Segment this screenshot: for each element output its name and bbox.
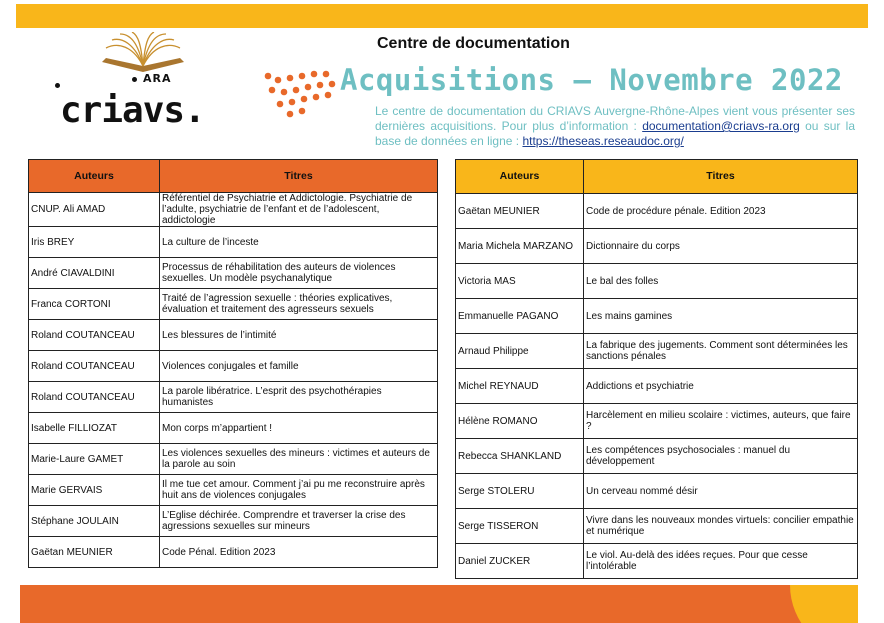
author-cell: Stéphane JOULAIN — [29, 506, 160, 537]
author-cell: Marie-Laure GAMET — [29, 444, 160, 475]
author-cell: Rebecca SHANKLAND — [456, 439, 584, 474]
author-cell: Iris BREY — [29, 227, 160, 258]
author-cell: Marie GERVAIS — [29, 475, 160, 506]
column-header-authors: Auteurs — [456, 160, 584, 194]
title-cell: Les blessures de l’intimité — [160, 320, 438, 351]
title-cell: Code Pénal. Edition 2023 — [160, 537, 438, 568]
page-title: Acquisitions – Novembre 2022 — [340, 63, 843, 97]
author-cell: Daniel ZUCKER — [456, 544, 584, 579]
author-cell: Serge STOLERU — [456, 474, 584, 509]
title-cell: La parole libératrice. L’esprit des psychothérapies humanistes — [160, 382, 438, 413]
table-row — [456, 264, 858, 299]
author-cell: Arnaud Philippe — [456, 334, 584, 369]
column-header-titles: Titres — [584, 160, 858, 194]
top-banner — [16, 4, 868, 28]
website-link[interactable]: https://theseas.reseaudoc.org/ — [522, 134, 684, 148]
author-cell: Roland COUTANCEAU — [29, 320, 160, 351]
intro-paragraph — [375, 104, 855, 149]
table-row — [456, 404, 858, 439]
table-row — [456, 439, 858, 474]
column-header-authors: Auteurs — [29, 160, 160, 193]
title-cell: L’Eglise déchirée. Comprendre et traverser la crise des agressions sexuelles sur mineurs — [160, 506, 438, 537]
author-cell: Gaëtan MEUNIER — [456, 194, 584, 229]
author-cell: Hélène ROMANO — [456, 404, 584, 439]
author-cell: Maria Michela MARZANO — [456, 229, 584, 264]
title-cell: Mon corps m’appartient ! — [160, 413, 438, 444]
title-cell: Un cerveau nommé désir — [584, 474, 858, 509]
center-title: Centre de documentation — [377, 35, 570, 52]
bottom-banner — [20, 585, 858, 623]
intro-mid-text: ou sur la base de données en ligne : — [375, 119, 855, 148]
table-row — [29, 227, 438, 258]
title-cell: Traité de l’agression sexuelle : théories explicatives, évaluation et traitement des agresseurs sexuels — [160, 289, 438, 320]
table-row — [29, 506, 438, 537]
table-row — [456, 509, 858, 544]
title-cell: Harcèlement en milieu scolaire : victimes, auteurs, que faire ? — [584, 404, 858, 439]
table-row — [456, 194, 858, 229]
email-link[interactable]: documentation@criavs-ra.org — [642, 119, 800, 133]
decorative-dots-icon — [262, 70, 338, 118]
table-row — [29, 444, 438, 475]
author-cell: Gaëtan MEUNIER — [29, 537, 160, 568]
title-cell: Il me tue cet amour. Comment j’ai pu me reconstruire après huit ans de violences conjugales — [160, 475, 438, 506]
title-cell: Les mains gamines — [584, 299, 858, 334]
title-cell: Le bal des folles — [584, 264, 858, 299]
acquisitions-table-right — [455, 159, 858, 579]
table-row — [29, 289, 438, 320]
logo-ara-text: ARA — [143, 72, 172, 85]
table-row — [456, 474, 858, 509]
table-row — [456, 229, 858, 264]
open-book-icon — [98, 32, 188, 74]
table-row — [456, 299, 858, 334]
logo-brand-text: criavs. — [60, 90, 205, 131]
table-row — [29, 258, 438, 289]
title-cell: Processus de réhabilitation des auteurs de violences sexuelles. Un modèle psychanalytique — [160, 258, 438, 289]
table-row — [456, 334, 858, 369]
table-header-row — [29, 160, 438, 193]
title-cell: Vivre dans les nouveaux mondes virtuels: concilier empathie et numérique — [584, 509, 858, 544]
author-cell: CNUP. Ali AMAD — [29, 193, 160, 227]
author-cell: Roland COUTANCEAU — [29, 351, 160, 382]
table-row — [29, 382, 438, 413]
title-cell: Le viol. Au-delà des idées reçues. Pour que cesse l’intolérable — [584, 544, 858, 579]
author-cell: Franca CORTONI — [29, 289, 160, 320]
title-cell: Référentiel de Psychiatrie et Addictologie. Psychiatrie de l’adulte, psychiatrie de l’enfant et de l’adolescent, addictologie — [160, 193, 438, 227]
author-cell: Isabelle FILLIOZAT — [29, 413, 160, 444]
table-row — [29, 193, 438, 227]
column-header-titles: Titres — [160, 160, 438, 193]
author-cell: Serge TISSERON — [456, 509, 584, 544]
title-cell: Code de procédure pénale. Edition 2023 — [584, 194, 858, 229]
decorative-arc — [790, 585, 858, 623]
intro-text: Le centre de documentation du CRIAVS Auvergne-Rhône-Alpes vient vous présenter ses dernières acquisitions. Pour plus d’information : — [375, 104, 855, 133]
criavs-logo — [50, 28, 210, 138]
acquisitions-table-left — [28, 159, 438, 568]
title-cell: Dictionnaire du corps — [584, 229, 858, 264]
title-cell: La culture de l’inceste — [160, 227, 438, 258]
author-cell: Emmanuelle PAGANO — [456, 299, 584, 334]
author-cell: André CIAVALDINI — [29, 258, 160, 289]
table-row — [456, 544, 858, 579]
table-row — [29, 320, 438, 351]
table-row — [29, 351, 438, 382]
author-cell: Roland COUTANCEAU — [29, 382, 160, 413]
table-row — [456, 369, 858, 404]
title-cell: Les violences sexuelles des mineurs : victimes et auteurs de la parole au soin — [160, 444, 438, 475]
table-row — [29, 537, 438, 568]
author-cell: Michel REYNAUD — [456, 369, 584, 404]
title-cell: Addictions et psychiatrie — [584, 369, 858, 404]
title-cell: Les compétences psychosociales : manuel du développement — [584, 439, 858, 474]
table-row — [29, 475, 438, 506]
table-header-row — [456, 160, 858, 194]
title-cell: Violences conjugales et famille — [160, 351, 438, 382]
table-row — [29, 413, 438, 444]
title-cell: La fabrique des jugements. Comment sont déterminées les sanctions pénales — [584, 334, 858, 369]
author-cell: Victoria MAS — [456, 264, 584, 299]
